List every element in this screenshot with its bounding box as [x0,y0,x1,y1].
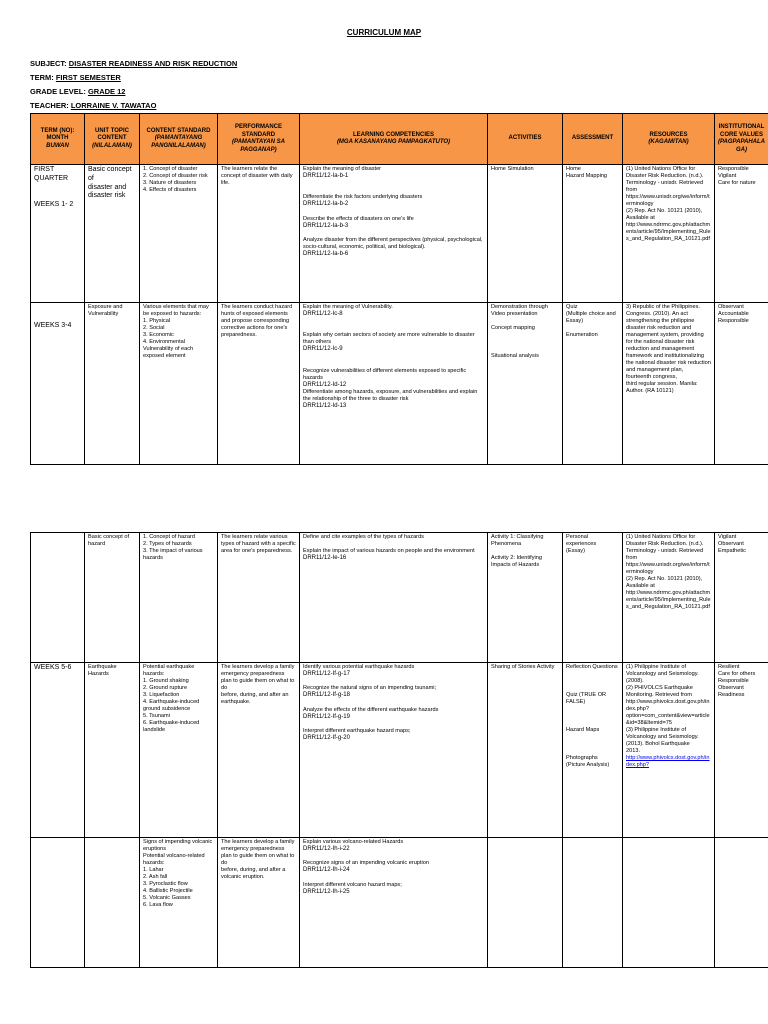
competency-text: Explain various volcano-related Hazards [303,839,404,845]
resources-text: (1) Philippine Institute of Volcanology and Seismology. (2008). (2) PHIVOLCS Earthquake Monitoring. Retrieved from http://www.phivolcs.dost.gov.ph/index.php?option=com_content&view=article&id=38&Itemid=75 (3) Philippine Institute of Volcanology and Seismology. (2013). Bohol Earthquake 2013. [626,664,710,754]
competency-text: Analyze the effects of the different earthquake hazards [303,706,439,713]
competency-code: DRR11/12-Ia-b-6 [303,251,349,258]
table-row [31,303,768,465]
document-title: CURRICULUM MAP [346,28,422,37]
competencies-cell [300,663,488,838]
header-term: TERM (NO): MONTH BUWAN [31,114,85,165]
competency-code: DRR11/12-Ic-8 [303,310,343,317]
resources-cell: (1) United Nations Office for Disaster Risk Reduction. (n.d.). Terminology - unisdr. Retrieved from https://www.unisdr.org/we/inform/terminology (2) Rep. Act No. 10121 (2010), Available at http://www.ndrrmc.gov.ph/attachments/article/95/Implementing_Rules_and_Regulation_RA_10121.pdf [623,533,715,663]
competency-text: Identify various potential earthquake hazards [303,664,415,670]
competency-code: DRR11/12-Ia-b-3 [303,222,349,229]
unit-cell [85,838,140,968]
header-row [31,114,768,165]
competency-code: DRR11/12-Ih-i-25 [303,888,350,895]
competency-text: Recognize the natural signs of an impending tsunami; [303,685,437,692]
content-standard-cell: Various elements that may be exposed to hazards: 1. Physical 2. Social 3. Economic 4. Environmental Vulnerability of each exposed element [140,303,218,465]
content-standard-cell: Potential earthquake hazards: 1. Ground shaking 2. Ground rupture 3. Liquefaction 4. Earthquake-induced ground subsidence 5. Tsunami 6. Earthquake-induced landslide [140,663,218,838]
unit-cell: Basic concept of hazard [85,533,140,663]
competency-code: DRR11/12-Ia-b-2 [303,201,349,208]
competency-code: DRR11/12-Id-13 [303,403,347,410]
resources-cell [623,663,715,838]
resources-cell: 3) Republic of the Philippines. Congress. (2010). An act strengthening the philippine disaster risk reduction and management system, providing for the national disaster risk reduction and management framework and institutionalizing the national disaster risk reduction and management plan, fourteenth congress, third regular session. Manila: Author. (RA 10121) [623,303,715,465]
competency-text: Recognize vulnerabilities of different elements exposed to specific hazards [303,367,467,381]
competency-code: DRR11/12-Ia-b-1 [303,172,349,179]
competency-text: Interpret different earthquake hazard maps; [303,728,411,735]
core-values-cell: Observant Accountable Responsible [715,303,768,465]
performance-standard-cell: The learners relate the concept of disaster with daily life. [218,165,300,303]
header-activities: ACTIVITIES [488,114,563,165]
header-unit: UNIT TOPIC CONTENT (NILALAMAN) [85,114,140,165]
term-cell: WEEKS 3-4 [31,303,85,465]
assessment-cell: Quiz (Multiple choice and Essay) Enumeration [563,303,623,465]
table-row [31,165,768,303]
term-cell [31,838,85,968]
competency-text: Explain the meaning of Vulnerability. [303,304,393,310]
content-standard-cell: 1. Concept of disaster 2. Concept of disaster risk 3. Nature of disasters 4. Effects of disasters [140,165,218,303]
term-cell: FIRST QUARTER WEEKS 1- 2 [31,165,85,303]
performance-standard-cell: The learners relate various types of hazard with a specific area for one's preparedness. [218,533,300,663]
performance-standard-cell: The learners conduct hazard hunts of exposed elements and propose corresponding corrective actions for one's preparedness. [218,303,300,465]
activities-cell: Home Simulation [488,165,563,303]
assessment-cell: Home Hazard Mapping [563,165,623,303]
activities-cell: Sharing of Stories Activity [488,663,563,838]
unit-cell: Earthquake Hazards [85,663,140,838]
competency-text: Explain why certain sectors of society are more vulnerable to disaster than others [303,332,475,346]
table-row [31,838,768,968]
competencies-cell [300,533,488,663]
header-competencies: LEARNING COMPETENCIES (MGA KASANAYANG PAMPAGKATUTO) [300,114,488,165]
core-values-cell: Resilient Care for others Responsible Observant Readiness [715,663,768,838]
meta-term: TERM: FIRST SEMESTER [30,73,121,82]
competency-text: Explain the meaning of disaster [303,166,382,172]
competency-code: DRR11/12-If-g-18 [303,692,350,699]
meta-grade-level: GRADE LEVEL: GRADE 12 [30,87,126,96]
curriculum-table-page-2 [30,532,768,968]
resources-cell [623,838,715,968]
performance-standard-cell: The learners develop a family emergency preparedness plan to guide them on what to do before, during, and after a volcanic eruption. [218,838,300,968]
competency-code: DRR11/12-Ih-i-22 [303,845,350,852]
competency-code: DRR11/12-Ie-16 [303,554,347,561]
header-resources: RESOURCES (KAGAMITAN) [623,114,715,165]
term-cell: WEEKS 5-6 [31,663,85,838]
competencies-cell [300,838,488,968]
curriculum-table-page-1 [30,113,768,465]
competencies-cell [300,165,488,303]
unit-cell: Exposure and Vulnerability [85,303,140,465]
competency-text: Interpret different volcano hazard maps; [303,881,402,888]
assessment-cell [563,838,623,968]
core-values-cell [715,838,768,968]
header-core-values: INSTITUTIONAL CORE VALUES (PAGPAPAHALAGA) [715,114,768,165]
competency-code: DRR11/12-If-g-20 [303,735,350,742]
competency-text: Differentiate the risk factors underlying disasters [303,194,423,201]
header-performance-standard: PERFORMANCE STANDARD (PAMANTAYAN SA PAGGANAP) [218,114,300,165]
competency-code: DRR11/12-Id-12 [303,381,347,388]
header-assessment: ASSESSMENT [563,114,623,165]
competency-code: DRR11/12-If-g-17 [303,670,350,677]
meta-subject: SUBJECT: DISASTER READINESS AND RISK REDUCTION [30,59,238,68]
header-content-standard: CONTENT STANDARD (PAMANTAYANG PANGNILALAMAN) [140,114,218,165]
unit-cell: Basic concept of disaster and disaster risk [85,165,140,303]
assessment-cell: Personal experiences (Essay) [563,533,623,663]
competency-code: DRR11/12-Ih-i-24 [303,867,350,874]
performance-standard-cell: The learners develop a family emergency preparedness plan to guide them on what to do before, during, and after an earthquake. [218,663,300,838]
table-row [31,533,768,663]
competencies-cell [300,303,488,465]
competency-text: Explain the impact of various hazards on people and the environment [303,547,475,554]
competency-text: Describe the effects of disasters on one's life [303,215,414,222]
competency-text: Define and cite examples of the types of hazards [303,534,424,540]
competency-code: DRR11/12-If-g-19 [303,713,350,720]
activities-cell: Activity 1: Classifying Phenomena Activity 2: Identifying Impacts of Hazards [488,533,563,663]
core-values-cell: Responsible Vigilant Care for nature [715,165,768,303]
competency-code: DRR11/12-Ic-9 [303,346,343,353]
term-cell [31,533,85,663]
core-values-cell: Vigilant Observant Empathetic [715,533,768,663]
activities-cell [488,838,563,968]
content-standard-cell: Signs of impending volcanic eruptions Potential volcano-related hazards: 1. Lahar 2. Ash fall 3. Pyroclastic flow 4. Ballistic Projectile 5. Volcanic Gasses 6. Lava flow [140,838,218,968]
content-standard-cell: 1. Concept of hazard 2. Types of hazards 3. The impact of various hazards [140,533,218,663]
competency-text: Recognize signs of an impending volcanic eruption [303,860,429,867]
phivolcs-link[interactable]: http://www.phivolcs.dost.gov.ph/index.php? [626,754,710,768]
competency-text: Differentiate among hazards, exposure, and vulnerabilities and explain the relationship of the three to disaster risk [303,389,478,403]
activities-cell: Demonstration through Video presentation Concept mapping Situational analysis [488,303,563,465]
competency-text: Analyze disaster from the different perspectives (physical, psychological, socio-cultural, economic, political, and biological). [303,237,483,251]
meta-teacher: TEACHER: LORRAINE V. TAWATAO [30,101,157,110]
assessment-cell: Reflection Questions Quiz (TRUE OR FALSE) Hazard Maps Photographs (Picture Analysis) [563,663,623,838]
resources-cell: (1) United Nations Office for Disaster Risk Reduction. (n.d.). Terminology - unisdr. Retrieved from https://www.unisdr.org/we/inform/terminology (2) Rep. Act No. 10121 (2010), Available at http://www.ndrrmc.gov.ph/attachments/article/95/Implementing_Rules_and_Regulation_RA_10121.pdf [623,165,715,303]
table-row [31,663,768,838]
